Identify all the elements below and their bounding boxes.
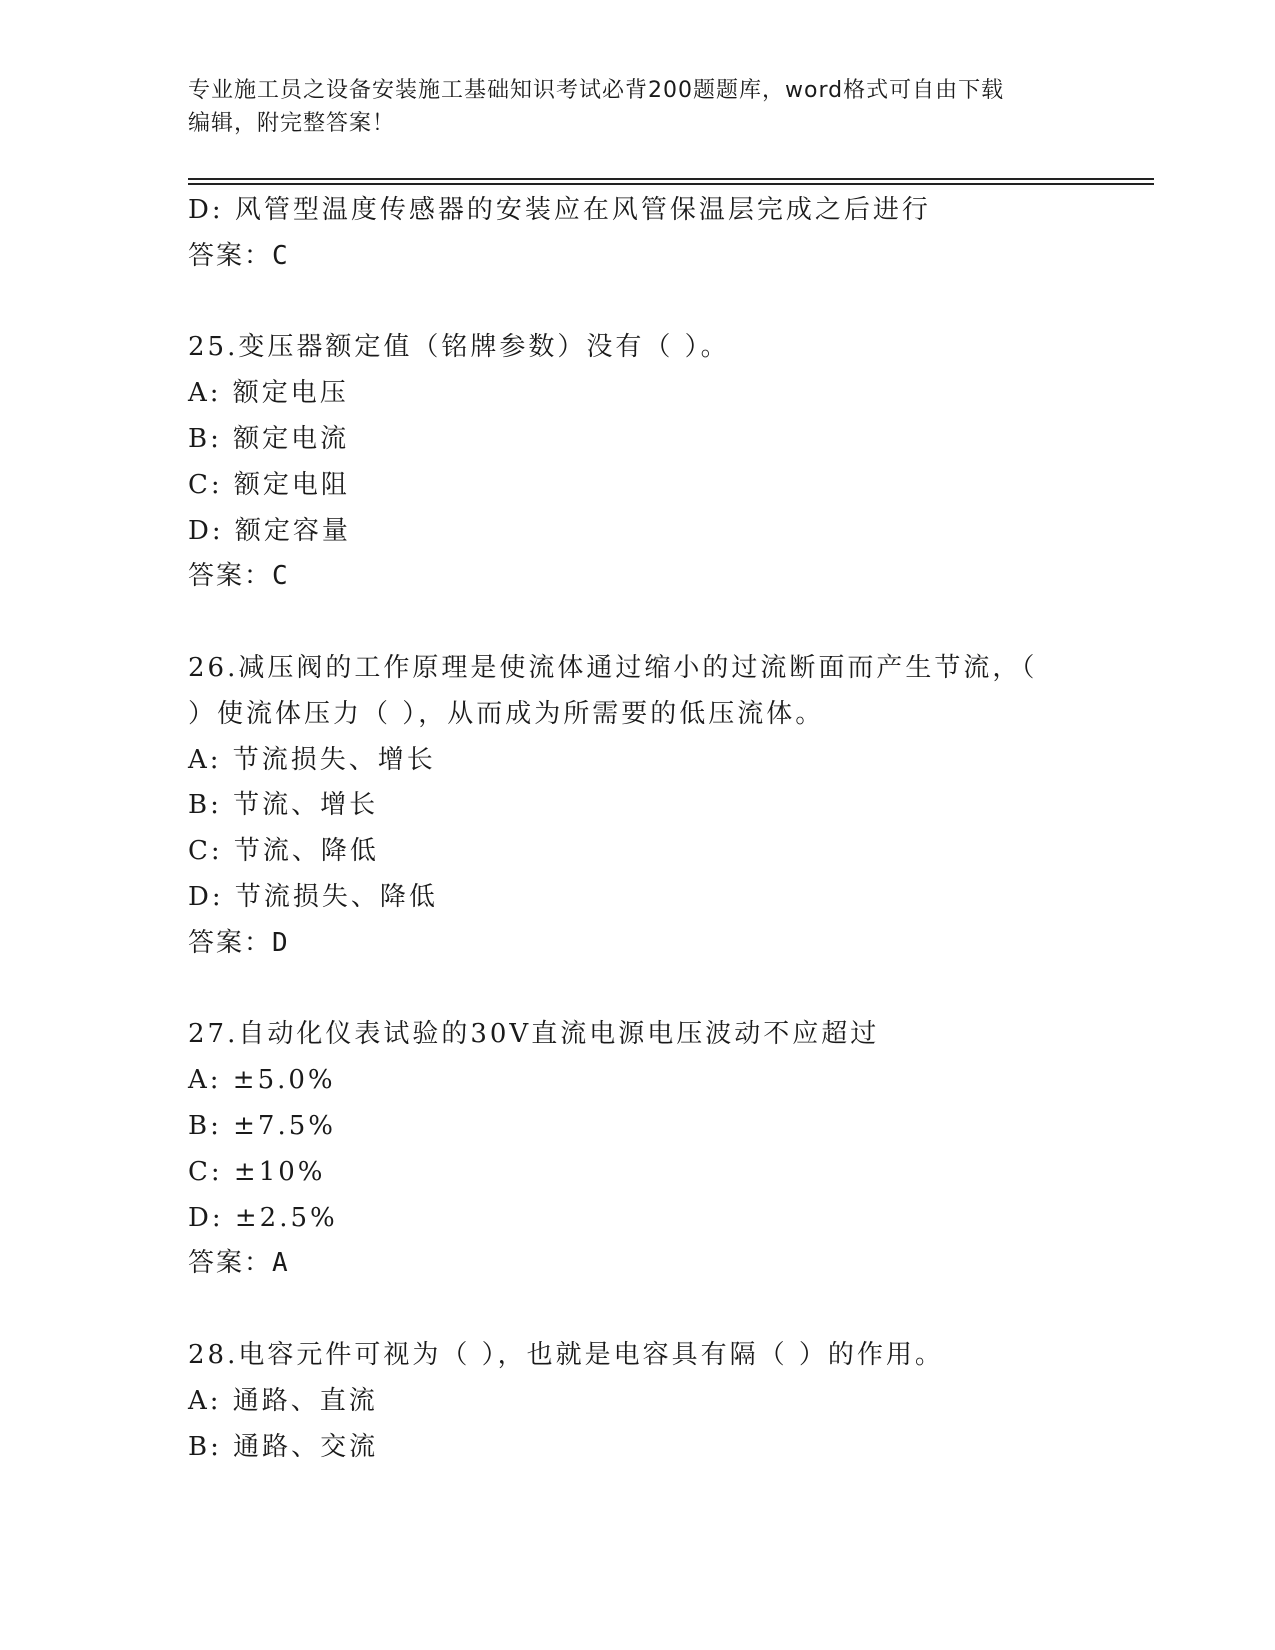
spacer: [188, 600, 1068, 646]
header-title-line-1: 专业施工员之设备安装施工基础知识考试必背200题题库，word格式可自由下载: [188, 78, 1005, 103]
option-d: D: ±2.5%: [188, 1202, 338, 1233]
question-27: [188, 1012, 1068, 1287]
spacer: [188, 1287, 1068, 1333]
option-c: C: 额定电阻: [188, 469, 350, 500]
option-d: D: 节流损失、降低: [188, 881, 438, 912]
header-title-line-2: 编辑，附完整答案！: [188, 111, 396, 136]
question-26: [188, 646, 1068, 967]
answer-label: 答案：: [188, 927, 273, 958]
question-list: [188, 188, 1068, 1470]
question-stem-line-1: 26.减压阀的工作原理是使流体通过缩小的过流断面而产生节流，（: [188, 652, 1038, 683]
spacer: [188, 967, 1068, 1013]
answer-value: C: [272, 240, 290, 271]
question-stem: 27.自动化仪表试验的30V直流电源电压波动不应超过: [188, 1019, 880, 1050]
question-25: [188, 325, 1068, 600]
option-b: B: ±7.5%: [188, 1110, 336, 1141]
answer-label: 答案：: [188, 561, 273, 592]
answer: [188, 921, 1068, 967]
answer-label: 答案：: [188, 240, 273, 271]
answer: [188, 1241, 1068, 1287]
option-d: D: 额定容量: [188, 515, 351, 546]
answer-value: C: [272, 561, 290, 592]
spacer: [188, 280, 1068, 326]
option-b: B: 通路、交流: [188, 1431, 379, 1462]
option-b: B: 节流、增长: [188, 790, 379, 821]
question-stem: 28.电容元件可视为（ ），也就是电容具有隔（ ）的作用。: [188, 1339, 944, 1370]
header-divider-bottom: [188, 183, 1154, 185]
option-c: C: 节流、降低: [188, 836, 379, 867]
answer: [188, 554, 1068, 600]
option-a: A: 额定电压: [188, 378, 349, 409]
answer-value: A: [272, 1248, 290, 1279]
option-a: A: 通路、直流: [188, 1385, 378, 1416]
header-divider-top: [188, 178, 1154, 180]
question-stem: 25.变压器额定值（铭牌参数）没有（ ）。: [188, 332, 730, 363]
option-b: B: 额定电流: [188, 423, 350, 454]
option-c: C: ±10%: [188, 1156, 326, 1187]
fragment-answer: [188, 234, 1068, 280]
document-header: [188, 74, 1088, 140]
option-a: A: ±5.0%: [188, 1065, 336, 1096]
answer-value: D: [272, 927, 290, 958]
question-stem-line-2: ）使流体压力（ ），从而成为所需要的低压流体。: [188, 698, 825, 729]
answer-label: 答案：: [188, 1248, 273, 1279]
option-a: A: 节流损失、增长: [188, 744, 436, 775]
fragment-option-d: D: 风管型温度传感器的安装应在风管保温层完成之后进行: [188, 195, 931, 225]
question-28: [188, 1333, 1068, 1470]
